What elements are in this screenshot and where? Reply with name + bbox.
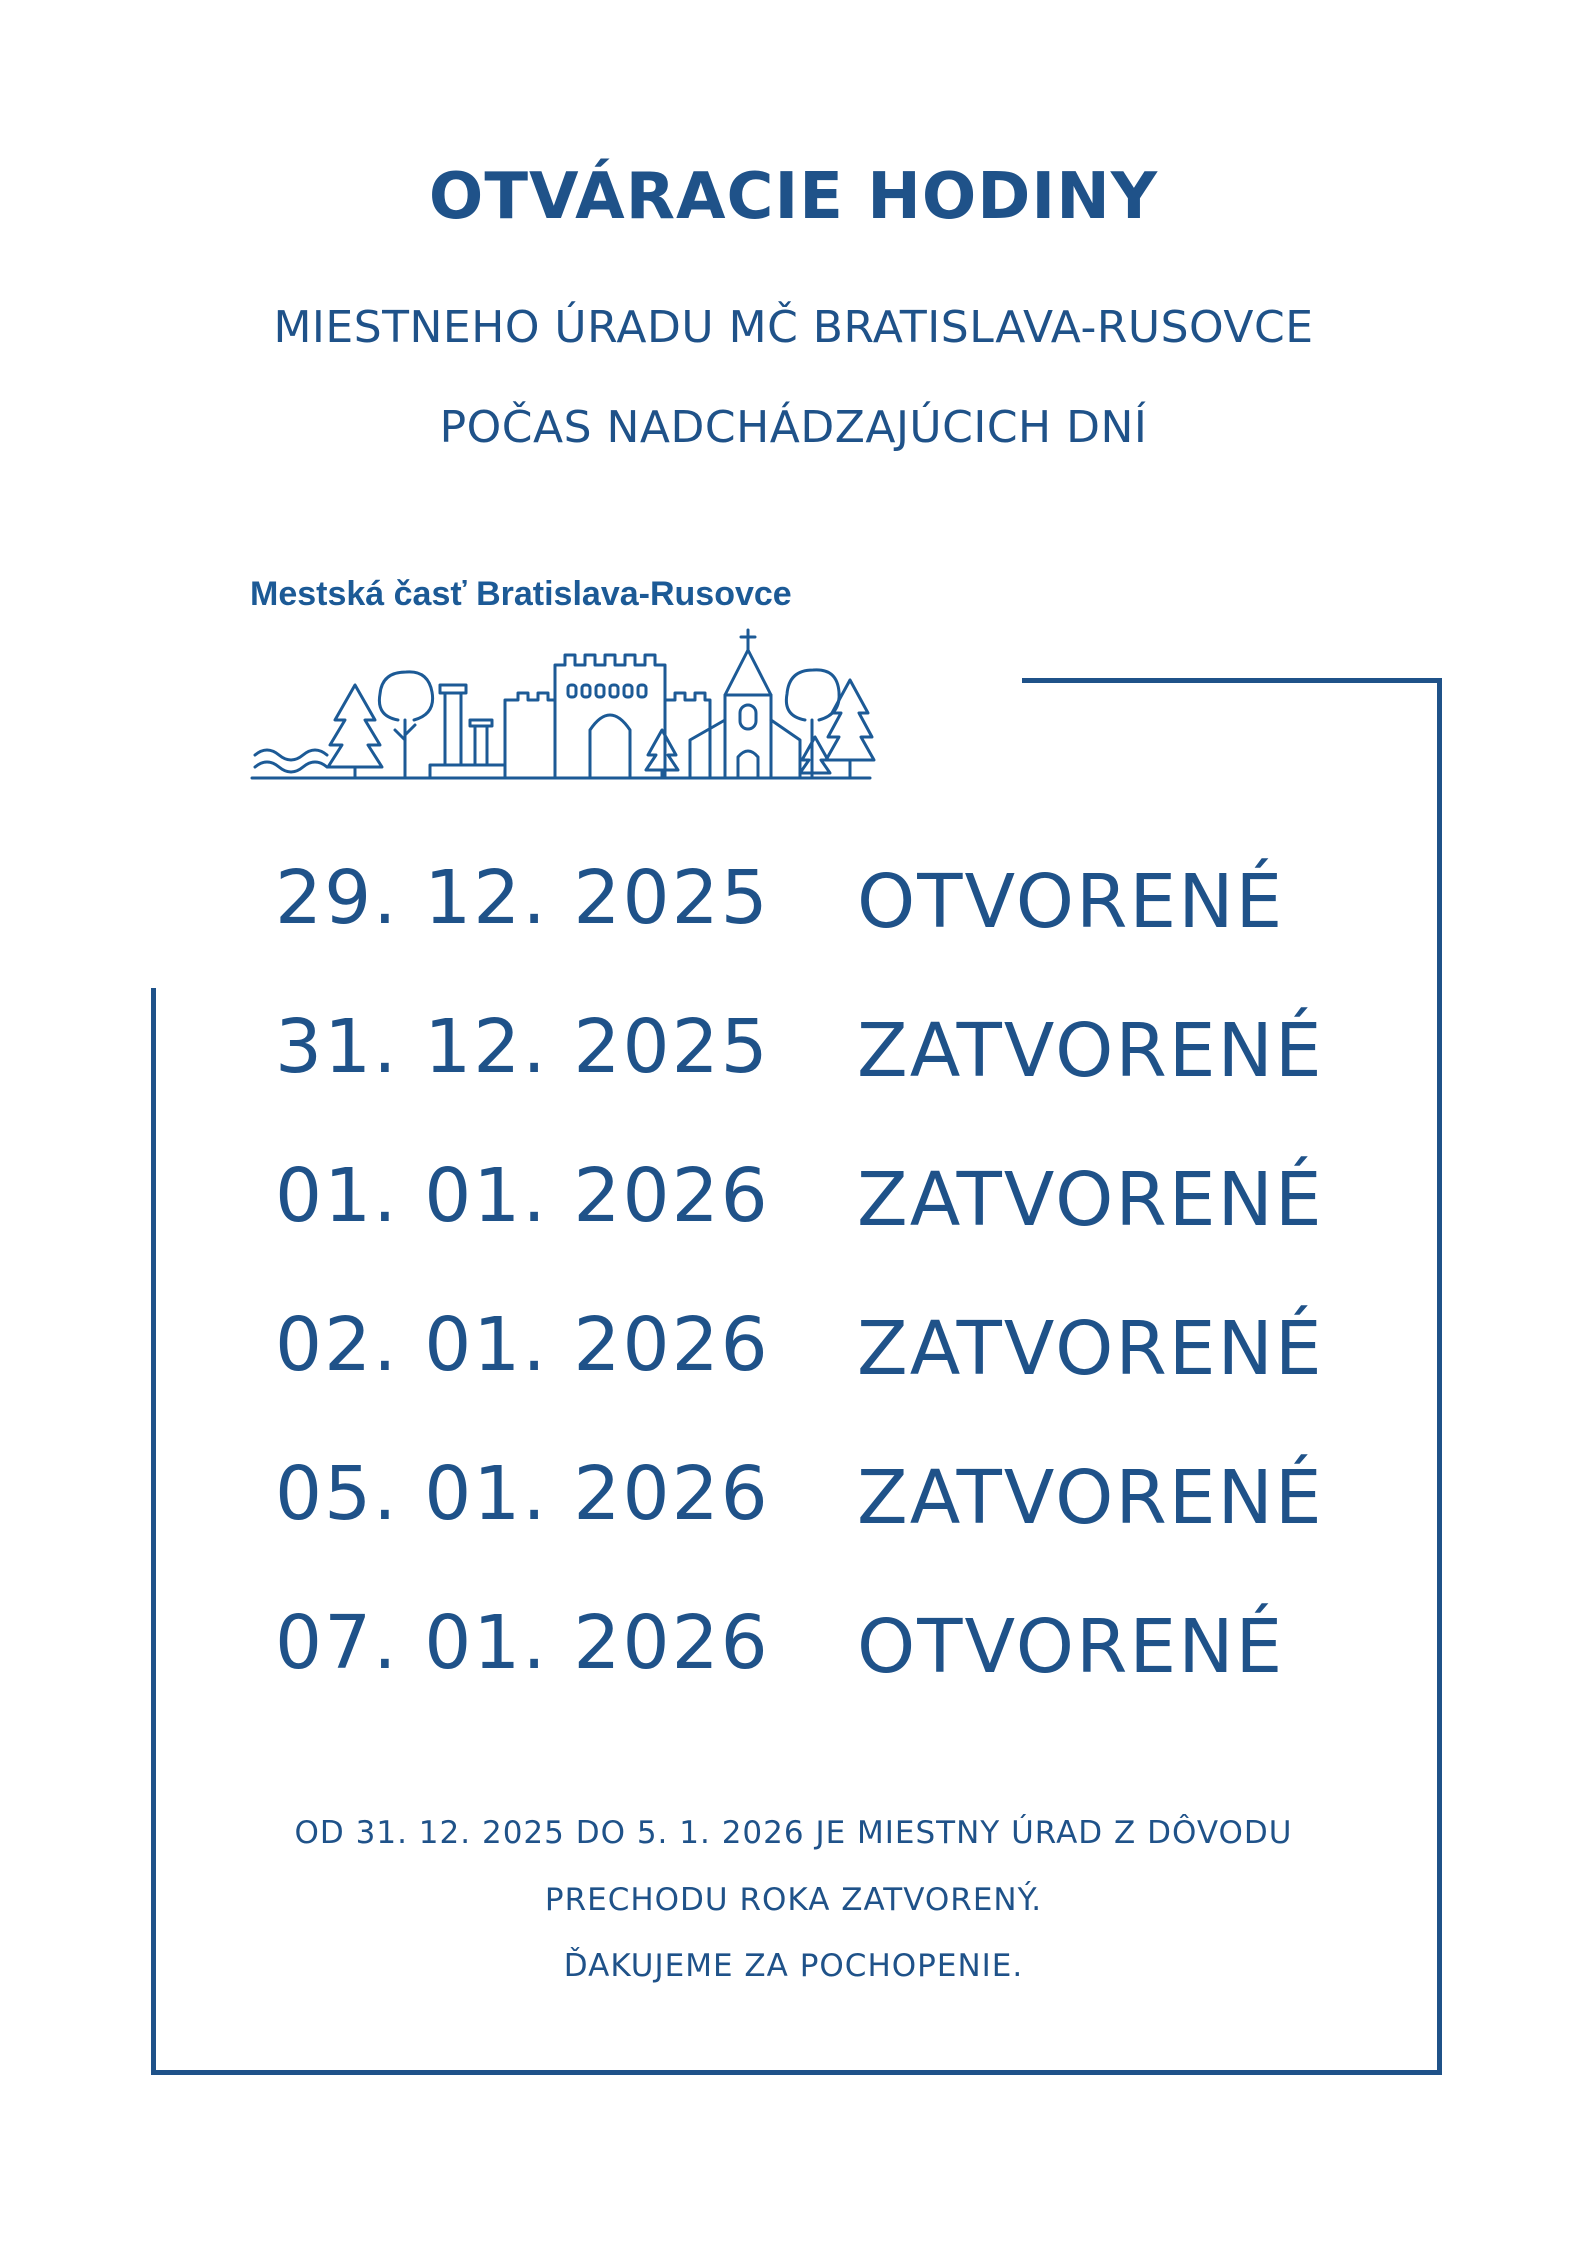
schedule-row	[0, 855, 1587, 1005]
schedule-date: 29. 12. 2025	[275, 855, 770, 941]
municipality-logo	[250, 575, 880, 785]
schedule-date: 05. 01. 2026	[275, 1451, 770, 1537]
logo-text: Mestská časť Bratislava-Rusovce	[250, 575, 792, 613]
subtitle-line-2: POČAS NADCHÁDZAJÚCICH DNÍ	[439, 402, 1148, 453]
schedule-row	[0, 1004, 1587, 1154]
frame-top-border	[1022, 678, 1442, 683]
schedule-date: 31. 12. 2025	[275, 1004, 770, 1090]
schedule-status: ZATVORENÉ	[857, 1306, 1324, 1392]
closure-note-line-1: OD 31. 12. 2025 DO 5. 1. 2026 JE MIESTNY ÚRAD Z DÔVODU	[294, 1815, 1293, 1851]
schedule-status: ZATVORENÉ	[857, 1008, 1324, 1094]
schedule-status: ZATVORENÉ	[857, 1157, 1324, 1243]
closure-note-line-2: PRECHODU ROKA ZATVORENÝ.	[544, 1882, 1043, 1918]
frame-bottom-border	[151, 2070, 1442, 2075]
thanks-note: ĎAKUJEME ZA POCHOPENIE.	[563, 1948, 1024, 1984]
subtitle-line-1: MIESTNEHO ÚRADU MČ BRATISLAVA-RUSOVCE	[273, 302, 1314, 353]
schedule-row	[0, 1153, 1587, 1303]
schedule-status: OTVORENÉ	[857, 859, 1285, 945]
schedule-date: 07. 01. 2026	[275, 1600, 770, 1686]
schedule-row	[0, 1600, 1587, 1750]
schedule-status: OTVORENÉ	[857, 1604, 1285, 1690]
schedule-date: 01. 01. 2026	[275, 1153, 770, 1239]
schedule-row	[0, 1302, 1587, 1452]
schedule-date: 02. 01. 2026	[275, 1302, 770, 1388]
town-skyline-icon	[250, 625, 880, 785]
schedule-row	[0, 1451, 1587, 1601]
page-title: OTVÁRACIE HODINY	[428, 160, 1159, 234]
schedule-status: ZATVORENÉ	[857, 1455, 1324, 1541]
